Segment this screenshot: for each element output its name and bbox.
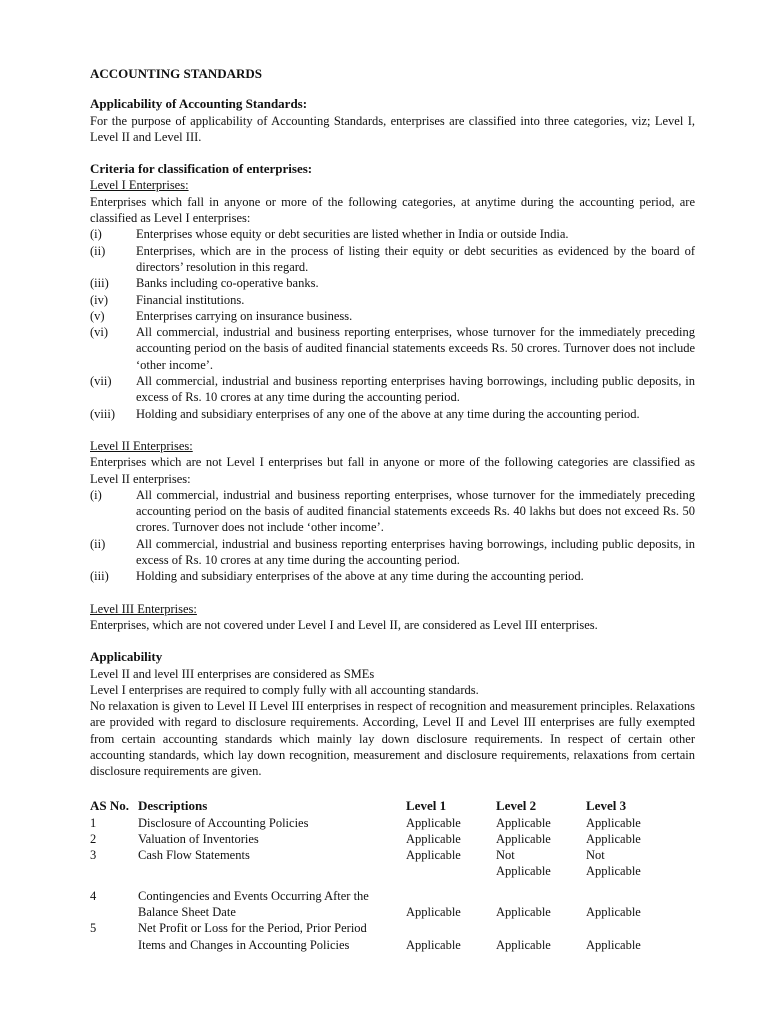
level1-cell (406, 815, 496, 831)
list-item (90, 406, 695, 422)
level3-value: Not (586, 848, 605, 863)
list-item-number: (i) (90, 227, 102, 242)
level2-cell (496, 831, 586, 847)
list-item-number: (iv) (90, 292, 109, 307)
applicability-line: Level II and level III enterprises are considered as SMEs (90, 666, 375, 681)
applicability-paragraph: No relaxation is given to Level II Level III enterprises in respect of recognition and measurement principles. Relaxations are provided with regard to disclosure requirements. According, Level II and Level III enterprises are fully exempted from certain accounting standards which mainly lay down disclosure requirements. In respect of certain other accounting standards, which lay down recognition, measurement and disclosure requirements, relaxations from certain disclosure requirements are given. (90, 699, 695, 779)
applicability-heading: Applicability (90, 649, 163, 665)
document-content (90, 66, 695, 953)
description-cell (138, 847, 406, 880)
level3-value: Applicable (586, 831, 641, 846)
list-item-text: Holding and subsidiary enterprises of the above at any time during the accounting period. (136, 569, 584, 584)
level2-value: Applicable (496, 864, 551, 879)
description-line: Balance Sheet Date (138, 905, 236, 920)
list-item (90, 292, 695, 308)
level3-value: Applicable (586, 864, 641, 879)
level2-value: Applicable (496, 905, 551, 920)
list-item-text: Banks including co-operative banks. (136, 276, 319, 291)
level1-value: Applicable (406, 831, 461, 846)
level1-cell (406, 880, 496, 921)
list-item (90, 243, 695, 276)
list-item-text: All commercial, industrial and business reporting enterprises having borrowings, including public deposits, in excess of Rs. 10 crores at any time during the accounting period. (136, 536, 695, 568)
description-cell (138, 831, 406, 847)
list-item-number: (i) (90, 487, 102, 502)
list-item (90, 275, 695, 291)
criteria-heading: Criteria for classification of enterprises: (90, 161, 313, 177)
level2-cell (496, 920, 586, 953)
as-number-cell: 3 (90, 848, 97, 863)
level2-subheading: Level II Enterprises: (90, 438, 193, 453)
level3-cell (586, 880, 668, 921)
column-header-level2: Level 2 (496, 798, 537, 814)
list-item (90, 324, 695, 373)
level2-value: Applicable (496, 831, 551, 846)
level2-value: Applicable (496, 815, 551, 830)
level2-list (90, 487, 695, 585)
list-item-text: All commercial, industrial and business reporting enterprises, whose turnover for the immediately preceding accounting period on the basis of audited financial statements exceeds Rs. 40 lakhs but does not exceed Rs. 50 crores. Turnover does not include ‘other income’. (136, 487, 695, 535)
list-item (90, 536, 695, 569)
level3-cell (586, 815, 668, 831)
description-line: Items and Changes in Accounting Policies (138, 937, 350, 952)
level1-cell (406, 847, 496, 880)
table-header-row (90, 797, 668, 815)
description-line: Net Profit or Loss for the Period, Prior Period (138, 921, 367, 936)
as-number-cell: 2 (90, 831, 97, 846)
level1-subheading: Level I Enterprises: (90, 178, 189, 193)
description-line: Cash Flow Statements (138, 848, 250, 863)
list-item-number: (vi) (90, 325, 109, 340)
level1-list (90, 226, 695, 422)
column-header-level3: Level 3 (586, 798, 627, 814)
level3-text: Enterprises, which are not covered under Level I and Level II, are considered as Level III enterprises. (90, 617, 598, 632)
description-cell (138, 920, 406, 953)
table-row (90, 847, 668, 880)
level1-value: Applicable (406, 937, 461, 952)
level3-value: Applicable (586, 905, 641, 920)
accounting-standards-table (90, 797, 668, 953)
list-item-number: (vii) (90, 374, 112, 389)
column-header-as-no: AS No. (90, 798, 130, 814)
column-header-descriptions: Descriptions (138, 798, 208, 814)
column-header-level1: Level 1 (406, 798, 447, 814)
description-line: Contingencies and Events Occurring After the (138, 888, 369, 903)
level3-subheading: Level III Enterprises: (90, 601, 197, 616)
list-item-text: Enterprises carrying on insurance business. (136, 308, 353, 323)
list-item-text: All commercial, industrial and business reporting enterprises, whose turnover for the immediately preceding accounting period on the basis of audited financial statements exceeds Rs. 50 crores. Turnover does not include ‘other income’. (136, 325, 695, 372)
list-item-number: (viii) (90, 406, 115, 421)
description-cell (138, 815, 406, 831)
list-item (90, 568, 695, 584)
document-title: ACCOUNTING STANDARDS (90, 66, 263, 81)
as-number-cell: 5 (90, 921, 97, 936)
as-number-cell: 4 (90, 888, 97, 903)
description-line: Disclosure of Accounting Policies (138, 815, 309, 830)
level2-value: Not (496, 848, 515, 863)
applicability-of-standards-heading: Applicability of Accounting Standards: (90, 96, 308, 112)
level1-intro: Enterprises which fall in anyone or more of the following categories, at anytime during the accounting period, are classified as Level I enterprises: (90, 194, 695, 226)
level1-value: Applicable (406, 905, 461, 920)
list-item-text: Holding and subsidiary enterprises of any one of the above at any time during the accounting period. (136, 406, 640, 421)
level1-cell (406, 831, 496, 847)
table-row (90, 920, 668, 953)
level1-cell (406, 920, 496, 953)
applicability-line: Level I enterprises are required to comply fully with all accounting standards. (90, 682, 479, 697)
level3-value: Applicable (586, 815, 641, 830)
level3-cell (586, 847, 668, 880)
list-item-text: Enterprises, which are in the process of listing their equity or debt securities as evidenced by the board of directors’ resolution in this regard. (136, 243, 695, 274)
description-cell (138, 880, 406, 921)
level2-cell (496, 815, 586, 831)
list-item-number: (iii) (90, 276, 109, 291)
list-item (90, 308, 695, 324)
table-row (90, 815, 668, 831)
as-number-cell: 1 (90, 815, 97, 830)
list-item-number: (ii) (90, 243, 106, 258)
list-item-number: (ii) (90, 536, 106, 551)
level3-cell (586, 920, 668, 953)
level1-value: Applicable (406, 815, 461, 830)
list-item-text: Enterprises whose equity or debt securities are listed whether in India or outside India. (136, 227, 569, 242)
level2-value: Applicable (496, 937, 551, 952)
table-row (90, 831, 668, 847)
list-item-number: (v) (90, 308, 105, 323)
list-item (90, 226, 695, 242)
table-row (90, 880, 668, 921)
level3-cell (586, 831, 668, 847)
list-item-number: (iii) (90, 569, 109, 584)
level2-cell (496, 847, 586, 880)
list-item-text: Financial institutions. (136, 292, 245, 307)
list-item (90, 487, 695, 536)
level1-value: Applicable (406, 848, 461, 863)
applicability-of-standards-text: For the purpose of applicability of Accounting Standards, enterprises are classified into three categories, viz; Level I, Level II and Level III. (90, 113, 695, 144)
description-line: Valuation of Inventories (138, 831, 259, 846)
level2-intro: Enterprises which are not Level I enterprises but fall in anyone or more of the following categories are classified as Level II enterprises: (90, 455, 695, 486)
level2-cell (496, 880, 586, 921)
list-item-text: All commercial, industrial and business reporting enterprises having borrowings, including public deposits, in excess of Rs. 10 crores at any time during the accounting period. (136, 374, 695, 405)
list-item (90, 373, 695, 406)
level3-value: Applicable (586, 937, 641, 952)
